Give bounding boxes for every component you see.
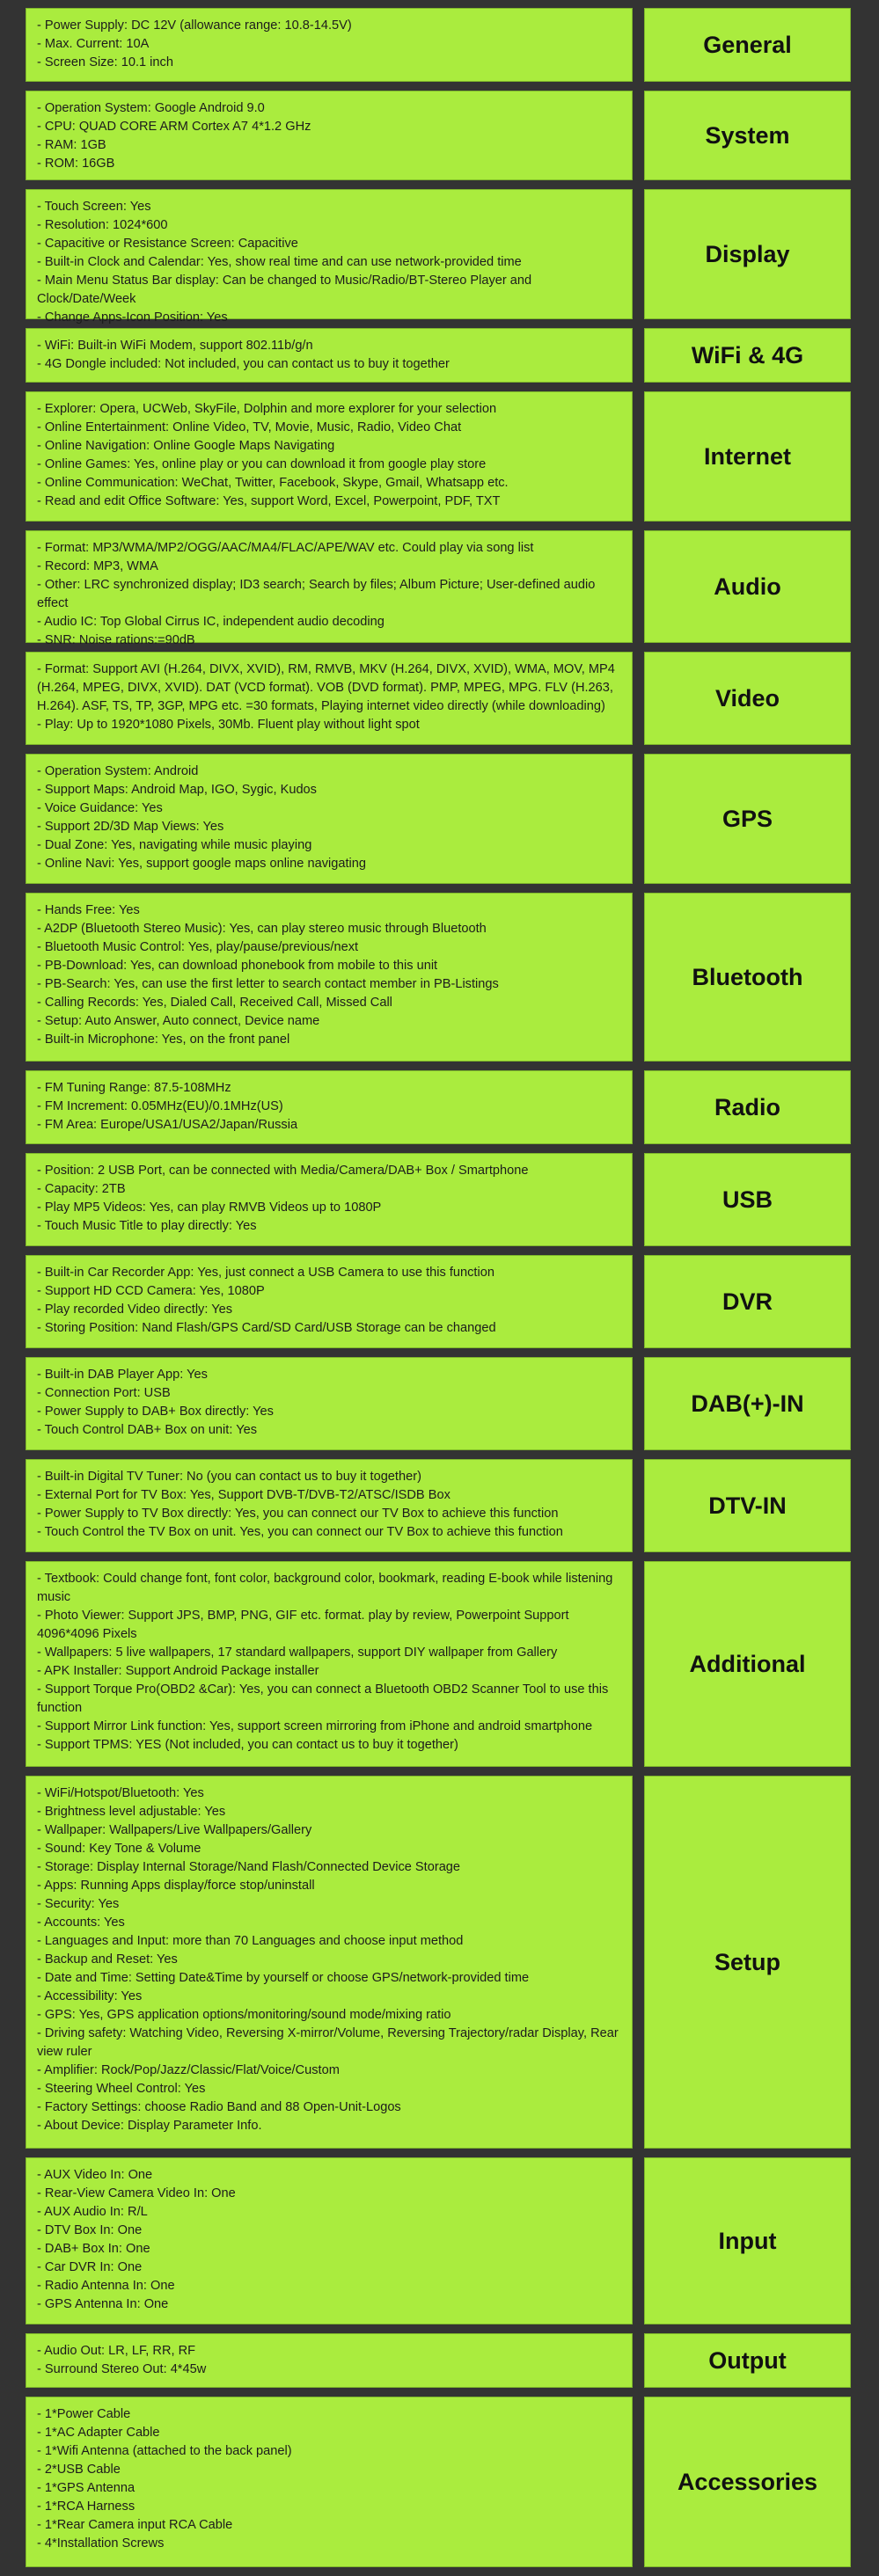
spec-line: - 1*GPS Antenna — [37, 2481, 136, 2495]
spec-line: - Car DVR In: One — [37, 2260, 143, 2274]
spec-line: - Online Navi: Yes, support google maps online navigating — [37, 857, 366, 871]
spec-line: - Online Navigation: Online Google Maps Navigating — [37, 439, 335, 453]
spec-line: - Resolution: 1024*600 — [37, 218, 168, 232]
spec-line: - Record: MP3, WMA — [37, 559, 158, 573]
spec-title: System — [644, 91, 851, 180]
spec-details — [26, 1070, 633, 1144]
spec-line: - Apps: Running Apps display/force stop/uninstall — [37, 1879, 315, 1893]
spec-row — [26, 2397, 851, 2567]
spec-line: - Power Supply to TV Box directly: Yes, you can connect our TV Box to achieve this function — [37, 1507, 559, 1521]
spec-line: - FM Area: Europe/USA1/USA2/Japan/Russia — [37, 1118, 298, 1132]
spec-title: Additional — [644, 1561, 851, 1767]
spec-line: - Screen Size: 10.1 inch — [37, 55, 173, 69]
spec-line: - Support HD CCD Camera: Yes, 1080P — [37, 1284, 265, 1298]
spec-line: - RAM: 1GB — [37, 138, 106, 152]
spec-title: Internet — [644, 391, 851, 522]
spec-details — [26, 754, 633, 884]
spec-title: Bluetooth — [644, 893, 851, 1062]
spec-line: - Security: Yes — [37, 1897, 120, 1911]
spec-line: - Touch Control the TV Box on unit. Yes, you can connect our TV Box to achieve this function — [37, 1525, 563, 1539]
spec-line: - Main Menu Status Bar display: Can be changed to Music/Radio/BT-Stereo Player and Clock/Date/Week — [37, 274, 532, 306]
spec-title: Setup — [644, 1776, 851, 2149]
spec-line: - Play: Up to 1920*1080 Pixels, 30Mb. Fluent play without light spot — [37, 718, 420, 732]
spec-title: DTV-IN — [644, 1459, 851, 1552]
spec-title: Audio — [644, 530, 851, 643]
spec-line: - 1*Wifi Antenna (attached to the back panel) — [37, 2444, 292, 2458]
spec-details — [26, 391, 633, 522]
spec-row — [26, 1776, 851, 2149]
spec-line: - Built-in DAB Player App: Yes — [37, 1368, 208, 1382]
spec-details — [26, 91, 633, 180]
spec-details — [26, 189, 633, 325]
spec-row — [26, 2333, 851, 2388]
spec-line: - 1*Rear Camera input RCA Cable — [37, 2518, 233, 2532]
spec-line: - Radio Antenna In: One — [37, 2279, 175, 2293]
spec-table — [26, 8, 851, 2576]
spec-line: - ROM: 16GB — [37, 157, 115, 171]
spec-line: - Online Communication: WeChat, Twitter, Facebook, Skype, Gmail, Whatsapp etc. — [37, 476, 509, 490]
spec-line: - Other: LRC synchronized display; ID3 search; Search by files; Album Picture; User-defined audio effect — [37, 578, 596, 610]
spec-line: - Change Apps-Icon Position: Yes — [37, 310, 228, 325]
spec-line: - GPS Antenna In: One — [37, 2297, 169, 2311]
spec-line: - Driving safety: Watching Video, Reversing X-mirror/Volume, Reversing Trajectory/radar Display, Rear view ruler — [37, 2026, 619, 2059]
spec-line: - 1*AC Adapter Cable — [37, 2426, 160, 2440]
spec-details — [26, 2333, 633, 2388]
spec-line: - Support 2D/3D Map Views: Yes — [37, 820, 224, 834]
spec-details — [26, 1459, 633, 1552]
spec-line: - Voice Guidance: Yes — [37, 801, 163, 815]
spec-row — [26, 1459, 851, 1552]
spec-line: - Online Entertainment: Online Video, TV, Movie, Music, Radio, Video Chat — [37, 420, 462, 434]
spec-line: - Dual Zone: Yes, navigating while music playing — [37, 838, 312, 852]
spec-line: - DTV Box In: One — [37, 2223, 143, 2237]
spec-line: - Built-in Clock and Calendar: Yes, show real time and can use network-provided time — [37, 255, 522, 269]
spec-line: - Steering Wheel Control: Yes — [37, 2082, 206, 2096]
spec-row — [26, 1153, 851, 1246]
spec-line: - Touch Control DAB+ Box on unit: Yes — [37, 1423, 258, 1437]
spec-title: Output — [644, 2333, 851, 2388]
spec-line: - External Port for TV Box: Yes, Support DVB-T/DVB-T2/ATSC/ISDB Box — [37, 1488, 450, 1502]
spec-line: - Read and edit Office Software: Yes, support Word, Excel, Powerpoint, PDF, TXT — [37, 494, 501, 508]
spec-line: - 2*USB Cable — [37, 2463, 121, 2477]
spec-line: - Format: Support AVI (H.264, DIVX, XVID), RM, RMVB, MKV (H.264, DIVX, XVID), WMA, MOV, MP4 (H.264, MPEG, DIVX, XVID). DAT (VCD format). VOB (DVD format). PMP, MPEG, MPG. FLV (H.263, H.264). ASF, TS, TP, 3GP, MPG etc. =30 formats, Playing internet video directly (while downloading) — [37, 662, 615, 713]
spec-line: - Accounts: Yes — [37, 1916, 125, 1930]
spec-line: - Bluetooth Music Control: Yes, play/pause/previous/next — [37, 940, 359, 954]
spec-line: - Languages and Input: more than 70 Languages and choose input method — [37, 1934, 464, 1948]
spec-title: Accessories — [644, 2397, 851, 2567]
spec-line: - Storing Position: Nand Flash/GPS Card/SD Card/USB Storage can be changed — [37, 1321, 496, 1335]
spec-line: - Power Supply to DAB+ Box directly: Yes — [37, 1405, 274, 1419]
spec-row — [26, 1070, 851, 1144]
spec-details — [26, 8, 633, 82]
spec-line: - Surround Stereo Out: 4*45w — [37, 2362, 207, 2376]
spec-line: - Play recorded Video directly: Yes — [37, 1303, 233, 1317]
spec-line: - Textbook: Could change font, font color, background color, bookmark, reading E-book while listening music — [37, 1572, 613, 1604]
spec-row — [26, 189, 851, 325]
spec-line: - Connection Port: USB — [37, 1386, 171, 1400]
spec-line: - 4*Installation Screws — [37, 2536, 165, 2550]
spec-line: - Backup and Reset: Yes — [37, 1952, 178, 1967]
spec-line: - Audio IC: Top Global Cirrus IC, independent audio decoding — [37, 615, 385, 629]
spec-line: - Accessibility: Yes — [37, 1989, 143, 2003]
spec-row — [26, 1357, 851, 1450]
spec-line: - FM Tuning Range: 87.5-108MHz — [37, 1081, 231, 1095]
spec-details — [26, 1153, 633, 1246]
spec-line: - Brightness level adjustable: Yes — [37, 1805, 226, 1819]
spec-details — [26, 1561, 633, 1767]
spec-line: - Operation System: Android — [37, 764, 199, 778]
spec-row — [26, 754, 851, 884]
spec-details — [26, 1255, 633, 1348]
spec-line: - About Device: Display Parameter Info. — [37, 2119, 262, 2133]
spec-title: GPS — [644, 754, 851, 884]
spec-line: - Amplifier: Rock/Pop/Jazz/Classic/Flat/Voice/Custom — [37, 2063, 340, 2077]
spec-line: - Position: 2 USB Port, can be connected with Media/Camera/DAB+ Box / Smartphone — [37, 1164, 529, 1178]
spec-details — [26, 1357, 633, 1450]
spec-line: - A2DP (Bluetooth Stereo Music): Yes, can play stereo music through Bluetooth — [37, 922, 487, 936]
spec-line: - Audio Out: LR, LF, RR, RF — [37, 2344, 196, 2358]
spec-line: - PB-Search: Yes, can use the first letter to search contact member in PB-Listings — [37, 977, 499, 991]
spec-line: - GPS: Yes, GPS application options/monitoring/sound mode/mixing ratio — [37, 2008, 451, 2022]
spec-details — [26, 2397, 633, 2567]
spec-title: WiFi & 4G — [644, 328, 851, 383]
spec-row — [26, 1561, 851, 1767]
spec-line: - 4G Dongle included: Not included, you can contact us to buy it together — [37, 357, 450, 371]
spec-line: - Power Supply: DC 12V (allowance range: 10.8-14.5V) — [37, 18, 352, 33]
spec-line: - Online Games: Yes, online play or you can download it from google play store — [37, 457, 487, 471]
spec-line: - AUX Video In: One — [37, 2168, 153, 2182]
spec-line: - Support Maps: Android Map, IGO, Sygic, Kudos — [37, 783, 317, 797]
spec-row — [26, 391, 851, 522]
spec-line: - Max. Current: 10A — [37, 37, 150, 51]
spec-line: - Capacity: 2TB — [37, 1182, 126, 1196]
spec-line: - PB-Download: Yes, can download phonebook from mobile to this unit — [37, 959, 438, 973]
spec-line: - Setup: Auto Answer, Auto connect, Device name — [37, 1014, 320, 1028]
spec-line: - Photo Viewer: Support JPS, BMP, PNG, GIF etc. format. play by review, Powerpoint Support 4096*4096 Pixels — [37, 1609, 569, 1641]
spec-details — [26, 2157, 633, 2324]
spec-row — [26, 8, 851, 82]
spec-line: - Calling Records: Yes, Dialed Call, Received Call, Missed Call — [37, 996, 392, 1010]
spec-line: - Support Mirror Link function: Yes, support screen mirroring from iPhone and android smartphone — [37, 1719, 593, 1733]
spec-title: Radio — [644, 1070, 851, 1144]
spec-line: - Sound: Key Tone & Volume — [37, 1842, 201, 1856]
spec-title: DVR — [644, 1255, 851, 1348]
spec-line: - Built-in Digital TV Tuner: No (you can contact us to buy it together) — [37, 1470, 421, 1484]
spec-line: - APK Installer: Support Android Package installer — [37, 1664, 319, 1678]
spec-row — [26, 328, 851, 383]
spec-title: Video — [644, 652, 851, 745]
spec-line: - Touch Music Title to play directly: Yes — [37, 1219, 257, 1233]
spec-title: Display — [644, 189, 851, 319]
spec-line: - Hands Free: Yes — [37, 903, 140, 917]
spec-row — [26, 1255, 851, 1348]
spec-line: - Built-in Car Recorder App: Yes, just connect a USB Camera to use this function — [37, 1266, 494, 1280]
spec-line: - Support Torque Pro(OBD2 &Car): Yes, you can connect a Bluetooth OBD2 Scanner Tool to use this function — [37, 1682, 609, 1715]
spec-line: - Factory Settings: choose Radio Band and 88 Open-Unit-Logos — [37, 2100, 401, 2114]
spec-line: - Wallpaper: Wallpapers/Live Wallpapers/Gallery — [37, 1823, 312, 1837]
spec-row — [26, 530, 851, 647]
spec-row — [26, 2157, 851, 2324]
spec-line: - Wallpapers: 5 live wallpapers, 17 standard wallpapers, support DIY wallpaper from Gallery — [37, 1646, 558, 1660]
spec-line: - Play MP5 Videos: Yes, can play RMVB Videos up to 1080P — [37, 1200, 382, 1215]
spec-details — [26, 328, 633, 383]
spec-row — [26, 652, 851, 745]
spec-title: DAB(+)-IN — [644, 1357, 851, 1450]
spec-details — [26, 1776, 633, 2149]
spec-line: - AUX Audio In: R/L — [37, 2205, 148, 2219]
spec-line: - Date and Time: Setting Date&Time by yourself or choose GPS/network-provided time — [37, 1971, 530, 1985]
spec-title: General — [644, 8, 851, 82]
spec-line: - DAB+ Box In: One — [37, 2242, 150, 2256]
spec-title: Input — [644, 2157, 851, 2324]
spec-line: - Explorer: Opera, UCWeb, SkyFile, Dolphin and more explorer for your selection — [37, 402, 497, 416]
spec-line: - Support TPMS: YES (Not included, you can contact us to buy it together) — [37, 1738, 458, 1752]
spec-line: - 1*RCA Harness — [37, 2499, 136, 2514]
spec-details — [26, 530, 633, 647]
spec-line: - Capacitive or Resistance Screen: Capacitive — [37, 237, 298, 251]
spec-line: - CPU: QUAD CORE ARM Cortex A7 4*1.2 GHz — [37, 120, 311, 134]
spec-details — [26, 893, 633, 1062]
spec-line: - WiFi: Built-in WiFi Modem, support 802.11b/g/n — [37, 339, 313, 353]
spec-line: - Operation System: Google Android 9.0 — [37, 101, 265, 115]
spec-line: - Format: MP3/WMA/MP2/OGG/AAC/MA4/FLAC/APE/WAV etc. Could play via song list — [37, 541, 534, 555]
spec-row — [26, 91, 851, 180]
spec-line: - SNR: Noise rations:=90dB — [37, 633, 195, 647]
spec-line: - WiFi/Hotspot/Bluetooth: Yes — [37, 1786, 204, 1800]
spec-line: - FM Increment: 0.05MHz(EU)/0.1MHz(US) — [37, 1099, 283, 1113]
spec-line: - 1*Power Cable — [37, 2407, 131, 2421]
spec-line: - Rear-View Camera Video In: One — [37, 2186, 236, 2200]
spec-line: - Built-in Microphone: Yes, on the front panel — [37, 1033, 290, 1047]
spec-line: - Storage: Display Internal Storage/Nand Flash/Connected Device Storage — [37, 1860, 461, 1874]
spec-title: USB — [644, 1153, 851, 1246]
spec-details — [26, 652, 633, 745]
spec-row — [26, 893, 851, 1062]
spec-line: - Touch Screen: Yes — [37, 200, 151, 214]
